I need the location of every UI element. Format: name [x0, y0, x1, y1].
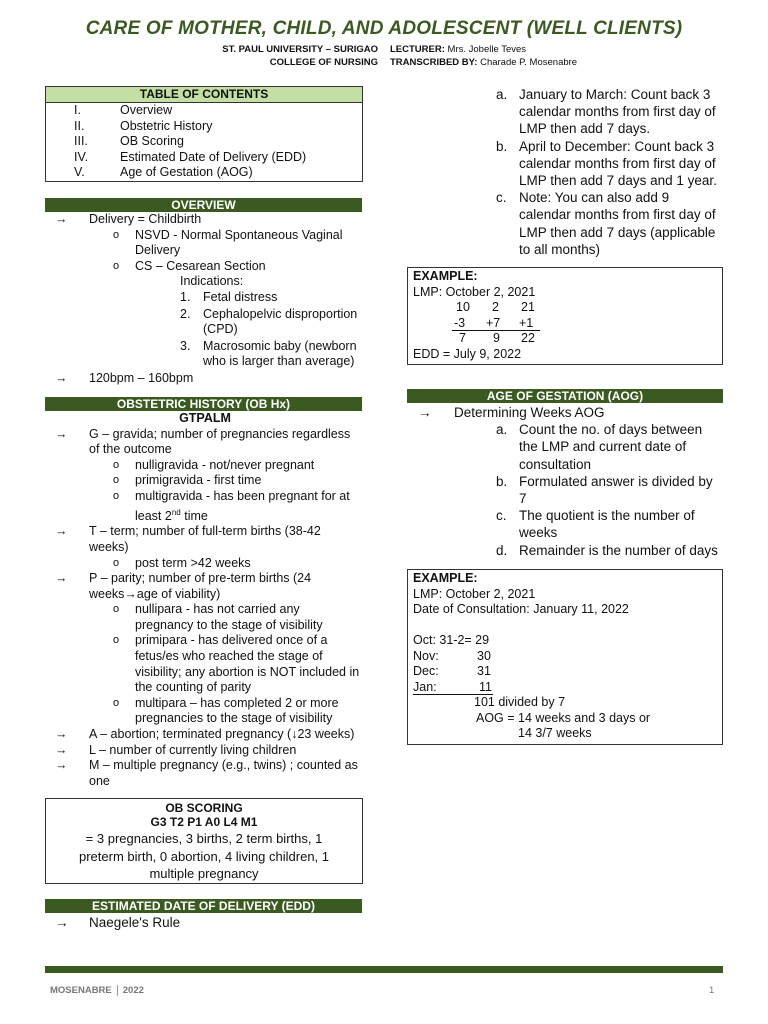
overview-section — [45, 212, 365, 387]
aog-step-line: the LMP and current date of — [519, 439, 687, 455]
circle-bullet-icon: o — [113, 696, 120, 709]
toc-num: V. — [74, 165, 85, 179]
edd-rule-line: April to December: Count back 3 — [519, 138, 715, 154]
ob-scoring-desc: preterm birth, 0 abortion, 4 living children, 1 — [78, 848, 329, 864]
transcriber-line — [390, 56, 577, 69]
edd-rules-list — [406, 86, 736, 258]
aog-result: AOG = 14 weeks and 3 days or — [476, 710, 651, 725]
page-number: 1 — [709, 985, 715, 996]
footer-credit — [50, 985, 144, 996]
ob-scoring-desc: multiple pregnancy — [149, 866, 259, 881]
circle-bullet-icon: o — [113, 603, 120, 616]
calc-cell: -3 — [454, 315, 466, 330]
month-row — [408, 680, 722, 696]
month-label: Jan: — [413, 679, 437, 694]
calc-cell: +7 — [486, 315, 501, 330]
multigravida-time: time — [180, 508, 208, 523]
aog-step-line: 7 — [519, 491, 527, 507]
edd-rule-line: calendar months from first day of — [519, 104, 716, 120]
toc-item — [46, 150, 362, 166]
multigravida-text-cont — [45, 505, 365, 525]
list-letter: c. — [496, 190, 507, 206]
edd-example-box — [407, 267, 723, 365]
primipara-text-cont: fetus/es who reached the stage of — [135, 649, 323, 664]
sum-line — [413, 694, 493, 695]
list-letter: d. — [496, 542, 508, 558]
example-consult-date: Date of Consultation: January 11, 2022 — [413, 602, 629, 616]
toc-title: TABLE OF CONTENTS — [46, 87, 362, 103]
primipara-text-cont: the counting of parity — [135, 680, 252, 695]
term-text: T – term; number of full-term births (38-42 — [89, 524, 321, 539]
document-title: CARE OF MOTHER, CHILD, AND ADOLESCENT (WELL CLIENTS) — [85, 18, 683, 39]
month-row — [408, 664, 722, 680]
list-number: 1. — [180, 289, 191, 304]
example-lmp: LMP: October 2, 2021 — [413, 284, 536, 299]
calc-cell: 9 — [493, 331, 500, 345]
nsvd-text-cont: Delivery — [135, 243, 181, 258]
month-days: 11 — [479, 679, 492, 694]
toc-label: Estimated Date of Delivery (EDD) — [120, 149, 307, 164]
nullipara-text: nullipara - has not carried any — [135, 602, 300, 617]
aog-step-line: The quotient is the number of — [519, 508, 695, 524]
calc-cell: 2 — [492, 300, 499, 314]
edd-rule-line: LMP then add 7 days (applicable — [519, 224, 716, 240]
indications-label: Indications: — [180, 274, 244, 289]
circle-bullet-icon: o — [113, 259, 120, 272]
arrow-icon: → — [55, 212, 68, 226]
ob-scoring-title: OB SCORING — [165, 801, 243, 815]
aog-result-cont: 14 3/7 weeks — [518, 726, 592, 740]
arrow-icon: → — [418, 405, 432, 420]
multiple-text-cont: one — [89, 773, 110, 788]
calc-cell: 22 — [521, 331, 535, 345]
multiple-text: M – multiple pregnancy (e.g., twins) ; counted as — [89, 758, 358, 773]
nsvd-text: NSVD - Normal Spontaneous Vaginal — [135, 227, 343, 242]
toc-num: III. — [74, 134, 88, 148]
multigravida-least: least 2 — [135, 508, 172, 523]
obhx-section — [45, 411, 365, 789]
month-row — [408, 649, 722, 665]
aog-total: 101 divided by 7 — [474, 695, 566, 709]
toc-label: Obstetric History — [120, 118, 213, 133]
arrow-icon: → — [55, 727, 68, 742]
transcriber-label: TRANSCRIBED BY: — [390, 57, 478, 68]
parity-text-cont: weeks→age of viability) — [89, 586, 221, 601]
abortion-text: A – abortion; terminated pregnancy (↓23 weeks) — [89, 727, 355, 742]
calc-cell: 10 — [456, 300, 470, 314]
toc-num: II. — [74, 118, 85, 133]
edd-rule-line: calendar months from first day of — [519, 207, 716, 223]
aog-heading: AGE OF GESTATION (AOG) — [407, 389, 723, 403]
edd-rule-line: Note: You can also add 9 — [519, 190, 670, 206]
example-title: EXAMPLE: — [413, 571, 478, 585]
calc-cell: 21 — [521, 300, 535, 314]
gravida-text: G – gravida; number of pregnancies regardless — [89, 426, 351, 441]
edd-calc-row — [408, 331, 722, 347]
obhx-heading: OBSTETRIC HISTORY (OB Hx) — [45, 397, 362, 411]
indication-item: Macrosomic baby (newborn — [203, 338, 357, 353]
school-name: ST. PAUL UNIVERSITY – SURIGAO — [222, 44, 378, 55]
primipara-text: primipara - has delivered once of a — [135, 633, 328, 648]
month-label: Nov: — [413, 648, 439, 663]
footer-author: MOSENABRE — [50, 985, 112, 997]
bpm-text: 120bpm – 160bpm — [89, 370, 194, 385]
list-letter: a. — [496, 422, 508, 438]
transcriber-name: Charade P. Mosenabre — [480, 57, 578, 68]
footer-separator — [117, 985, 118, 996]
circle-bullet-icon: o — [113, 634, 120, 647]
list-letter: a. — [496, 87, 508, 102]
list-letter: b. — [496, 473, 508, 489]
gtpalm-title: GTPALM — [179, 411, 231, 425]
aog-step-line: weeks — [519, 525, 558, 541]
toc-item — [46, 134, 362, 150]
circle-bullet-icon: o — [113, 228, 120, 241]
college-name: COLLEGE OF NURSING — [269, 57, 378, 68]
multigravida-text: multigravida - has been pregnant for at — [135, 488, 350, 503]
nulligravida-text: nulligravida - not/never pregnant — [135, 457, 315, 472]
arrow-icon: → — [55, 426, 68, 441]
lecturer-label: LECTURER: — [390, 44, 445, 55]
edd-rule-line: to all months) — [519, 241, 601, 257]
ob-scoring-box — [45, 798, 363, 884]
circle-bullet-icon: o — [113, 474, 120, 487]
multipara-text: multipara – has completed 2 or more — [135, 695, 339, 710]
superscript-nd: nd — [171, 507, 181, 517]
aog-section — [406, 404, 736, 559]
toc-num: I. — [74, 103, 81, 117]
example-title: EXAMPLE: — [413, 269, 478, 283]
circle-bullet-icon: o — [113, 458, 120, 471]
arrow-icon: → — [55, 571, 68, 586]
list-number: 2. — [180, 306, 191, 321]
gravida-text-cont: of the outcome — [89, 442, 172, 457]
edd-calc-row — [408, 300, 722, 316]
living-text: L – number of currently living children — [89, 742, 297, 757]
edd-rule-line: LMP then add 7 days. — [519, 121, 651, 137]
multipara-text-cont: pregnancies to the stage of visibility — [135, 711, 333, 726]
arrow-icon: → — [55, 370, 68, 385]
arrow-icon: → — [55, 742, 68, 757]
toc-label: Age of Gestation (AOG) — [120, 165, 253, 179]
toc-item — [46, 119, 362, 135]
edd-rule — [45, 914, 365, 931]
circle-bullet-icon: o — [113, 556, 120, 569]
toc-label: Overview — [120, 103, 173, 117]
table-of-contents — [45, 86, 363, 182]
month-label: Dec: — [413, 664, 439, 678]
indication-item: Fetal distress — [203, 289, 278, 304]
aog-example-box — [407, 569, 723, 745]
list-number: 3. — [180, 338, 191, 353]
primigravida-text: primigravida - first time — [135, 473, 262, 488]
month-days: 31 — [477, 664, 491, 678]
lecturer-line — [390, 43, 526, 56]
parity-text: P – parity; number of pre-term births (24 — [89, 571, 312, 586]
edd-heading: ESTIMATED DATE OF DELIVERY (EDD) — [45, 899, 362, 913]
lecturer-name: Mrs. Jobelle Teves — [447, 44, 527, 55]
edd-result: EDD = July 9, 2022 — [413, 346, 522, 361]
edd-rule-line: LMP then add 7 days and 1 year. — [519, 173, 717, 189]
month-days: 30 — [477, 648, 491, 663]
delivery-text: Delivery = Childbirth — [89, 212, 202, 226]
indication-item-cont: who is larger than average) — [203, 354, 355, 369]
edd-calc-row — [408, 316, 722, 332]
arrow-icon: → — [55, 524, 68, 539]
cs-text: CS – Cesarean Section — [135, 258, 266, 273]
toc-num: IV. — [74, 149, 89, 164]
indication-item: Cephalopelvic disproportion — [203, 306, 358, 321]
aog-step-line: Formulated answer is divided by — [519, 473, 713, 489]
overview-heading: OVERVIEW — [45, 198, 362, 212]
toc-label: OB Scoring — [120, 134, 184, 148]
calc-cell: 7 — [459, 331, 466, 345]
toc-item — [46, 165, 362, 181]
list-letter: b. — [496, 138, 508, 154]
aog-step-line: consultation — [519, 456, 592, 472]
aog-step-line: Remainder is the number of days — [519, 542, 718, 558]
calc-cell: +1 — [519, 315, 534, 330]
edd-rule-line: calendar months from first day of — [519, 155, 716, 171]
indication-item-cont: (CPD) — [203, 322, 238, 337]
postterm-text: post term >42 weeks — [135, 555, 251, 570]
arrow-icon: → — [55, 915, 69, 930]
edd-rule-line: January to March: Count back 3 — [519, 87, 711, 102]
toc-item — [46, 103, 362, 119]
footer-bar — [45, 966, 723, 973]
determining-text: Determining Weeks AOG — [454, 405, 605, 420]
naegele-rule-text: Naegele's Rule — [89, 915, 181, 930]
oct-days: Oct: 31-2= 29 — [413, 633, 490, 647]
footer-year: 2022 — [122, 985, 144, 997]
circle-bullet-icon: o — [113, 489, 120, 502]
ob-scoring-code: G3 T2 P1 A0 L4 M1 — [150, 815, 258, 829]
arrow-icon: → — [55, 758, 68, 773]
nullipara-text-cont: pregnancy to the stage of visibility — [135, 617, 323, 632]
aog-step-line: Count the no. of days between — [519, 422, 703, 438]
term-text-cont: weeks) — [89, 539, 129, 554]
example-lmp: LMP: October 2, 2021 — [413, 586, 536, 601]
list-letter: c. — [496, 508, 507, 524]
ob-scoring-desc: = 3 pregnancies, 3 births, 2 term births, 1 — [85, 831, 323, 846]
primipara-text-cont: visibility; any abortion is NOT included in — [135, 664, 360, 679]
